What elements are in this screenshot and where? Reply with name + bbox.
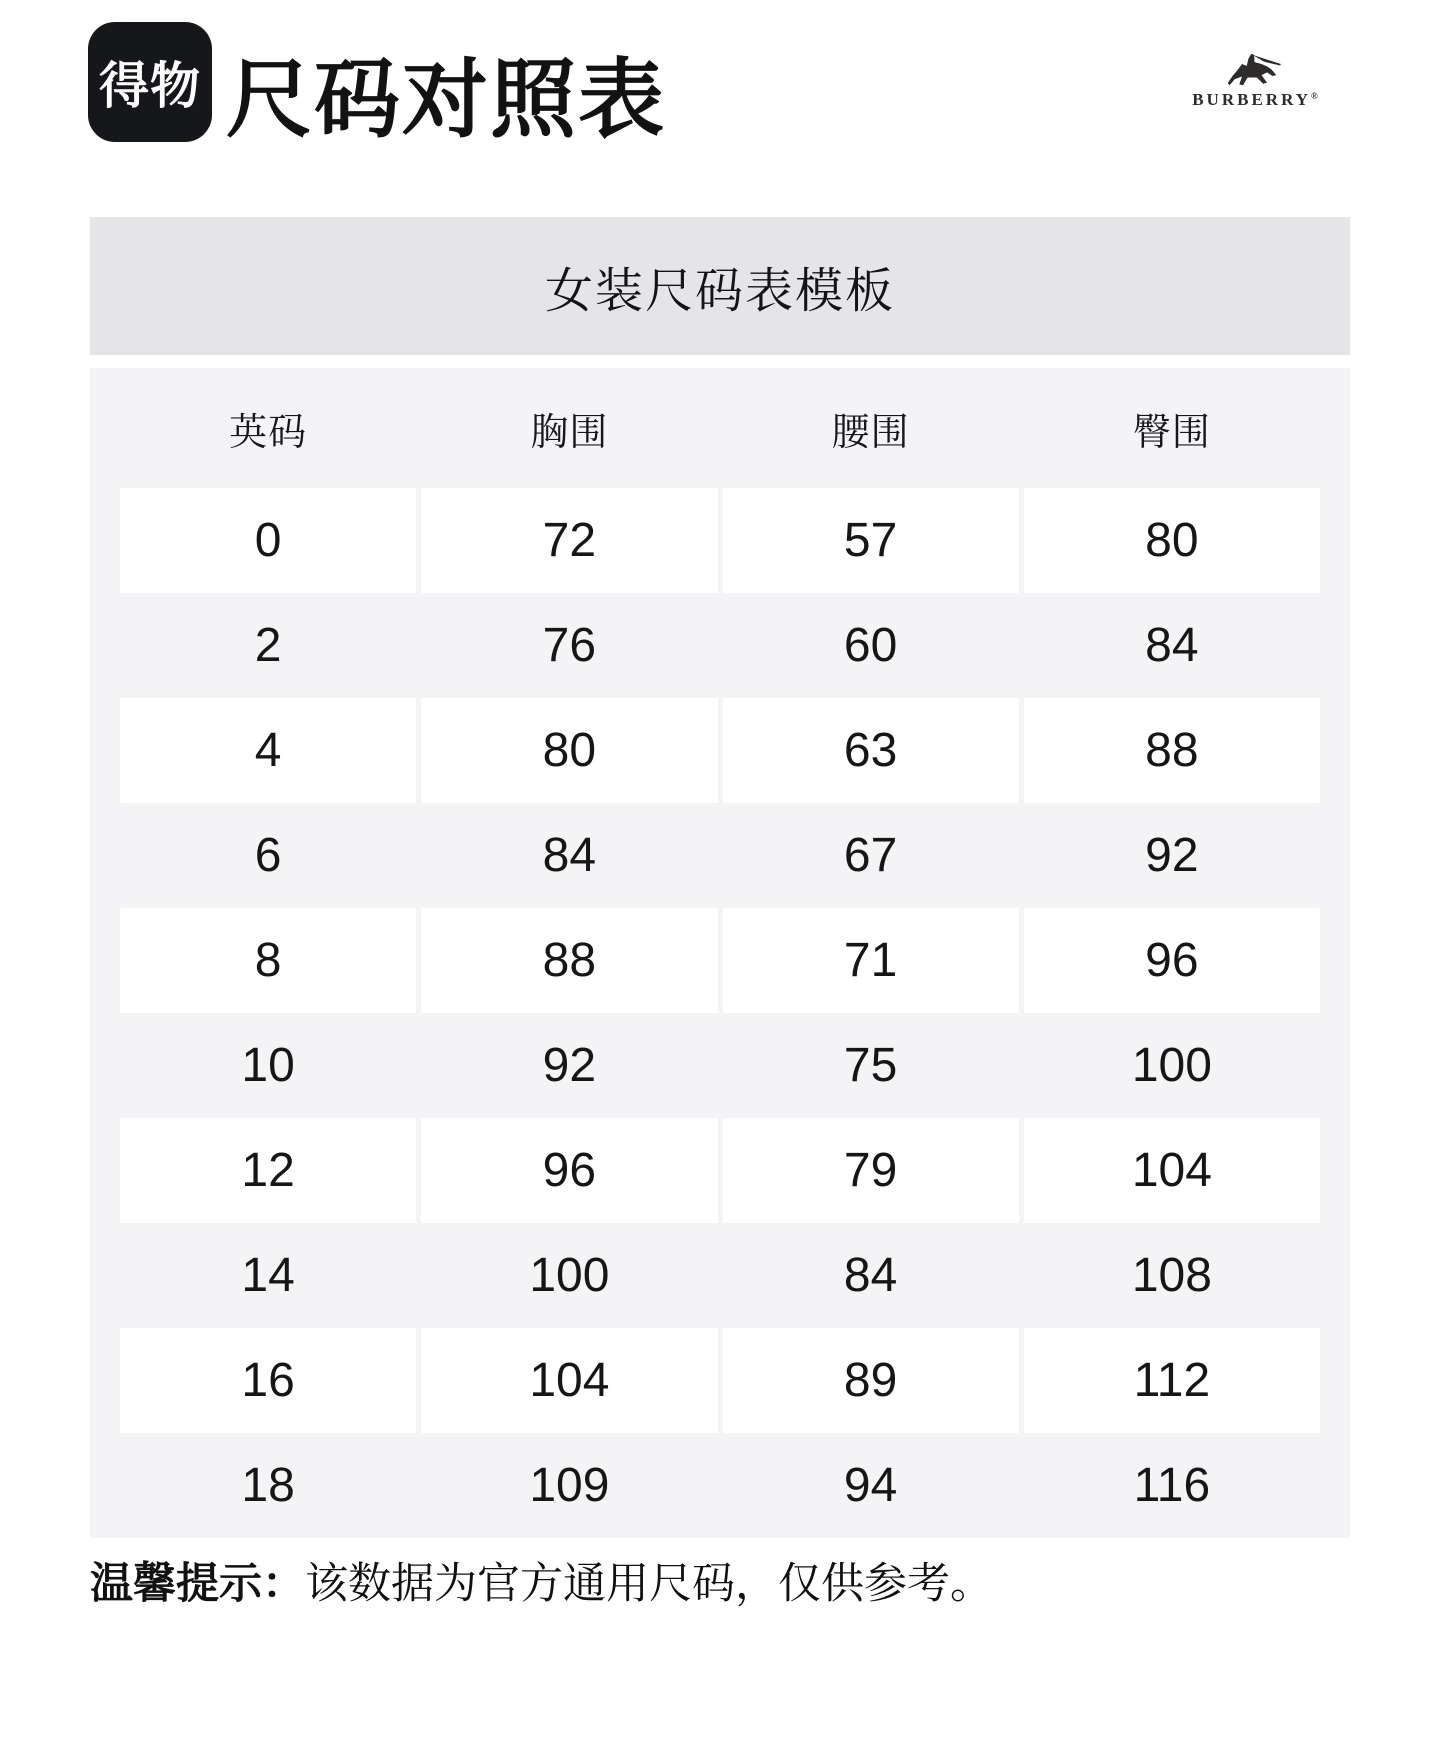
table-cell: 76 bbox=[542, 619, 597, 672]
table-cell: 60 bbox=[843, 619, 898, 672]
table-cell: 14 bbox=[241, 1249, 295, 1302]
table-cell: 80 bbox=[421, 698, 717, 803]
table-cell: 84 bbox=[843, 1249, 898, 1302]
burberry-logo bbox=[1178, 52, 1332, 110]
table-cell: 104 bbox=[421, 1328, 717, 1433]
table-row bbox=[120, 1328, 1320, 1433]
table-cell: 88 bbox=[1024, 698, 1320, 803]
table-row bbox=[120, 698, 1320, 803]
table-row bbox=[120, 1223, 1320, 1328]
size-chart-banner: 女装尺码表模板 bbox=[90, 217, 1350, 355]
column-header-bust: 胸围 bbox=[530, 411, 609, 454]
table-cell: 112 bbox=[1024, 1328, 1320, 1433]
table-cell: 104 bbox=[1024, 1118, 1320, 1223]
dewu-logo-text: 得物 bbox=[99, 58, 201, 114]
table-cell: 84 bbox=[1145, 619, 1199, 672]
knight-on-horse-icon bbox=[1227, 52, 1283, 89]
table-cell: 89 bbox=[723, 1328, 1019, 1433]
table-cell: 12 bbox=[120, 1118, 416, 1223]
table-cell: 72 bbox=[421, 488, 717, 593]
footnote-label: 温馨提示： bbox=[90, 1560, 305, 1608]
footnote-text: 该数据为官方通用尺码，仅供参考。 bbox=[305, 1560, 993, 1608]
table-cell: 75 bbox=[843, 1039, 898, 1092]
column-header-hip: 臀围 bbox=[1132, 411, 1211, 454]
footnote bbox=[90, 1558, 993, 1612]
burberry-wordmark: BURBERRY® bbox=[1192, 90, 1318, 109]
table-cell: 100 bbox=[529, 1249, 610, 1302]
table-cell: 108 bbox=[1131, 1249, 1212, 1302]
registered-mark: ® bbox=[1311, 91, 1318, 101]
table-header-row bbox=[120, 368, 1320, 488]
table-row bbox=[120, 1118, 1320, 1223]
table-cell: 88 bbox=[421, 908, 717, 1013]
table-cell: 2 bbox=[254, 619, 282, 672]
table-cell: 0 bbox=[120, 488, 416, 593]
table-cell: 8 bbox=[120, 908, 416, 1013]
table-row bbox=[120, 803, 1320, 908]
column-header-uk-size: 英码 bbox=[229, 411, 308, 454]
table-cell: 4 bbox=[120, 698, 416, 803]
table-cell: 18 bbox=[241, 1459, 295, 1512]
table-cell: 6 bbox=[254, 829, 282, 882]
column-header-waist: 腰围 bbox=[831, 411, 910, 454]
table-cell: 80 bbox=[1024, 488, 1320, 593]
table-cell: 92 bbox=[542, 1039, 597, 1092]
table-body bbox=[120, 488, 1320, 1538]
table-cell: 94 bbox=[843, 1459, 898, 1512]
table-cell: 63 bbox=[723, 698, 1019, 803]
table-cell: 109 bbox=[529, 1459, 610, 1512]
table-cell: 96 bbox=[1024, 908, 1320, 1013]
table-row bbox=[120, 1433, 1320, 1538]
table-cell: 96 bbox=[421, 1118, 717, 1223]
table-cell: 16 bbox=[120, 1328, 416, 1433]
table-cell: 79 bbox=[723, 1118, 1019, 1223]
table-cell: 67 bbox=[843, 829, 898, 882]
table-row bbox=[120, 908, 1320, 1013]
table-row bbox=[120, 593, 1320, 698]
table-cell: 100 bbox=[1131, 1039, 1212, 1092]
dewu-logo bbox=[88, 22, 212, 142]
table-row bbox=[120, 488, 1320, 593]
table-cell: 84 bbox=[542, 829, 597, 882]
table-cell: 116 bbox=[1133, 1459, 1211, 1512]
table-cell: 10 bbox=[241, 1039, 295, 1092]
size-table bbox=[90, 368, 1350, 1538]
table-cell: 92 bbox=[1145, 829, 1199, 882]
table-cell: 71 bbox=[723, 908, 1019, 1013]
table-row bbox=[120, 1013, 1320, 1118]
table-cell: 57 bbox=[723, 488, 1019, 593]
page-title: 尺码对照表 bbox=[226, 52, 666, 148]
